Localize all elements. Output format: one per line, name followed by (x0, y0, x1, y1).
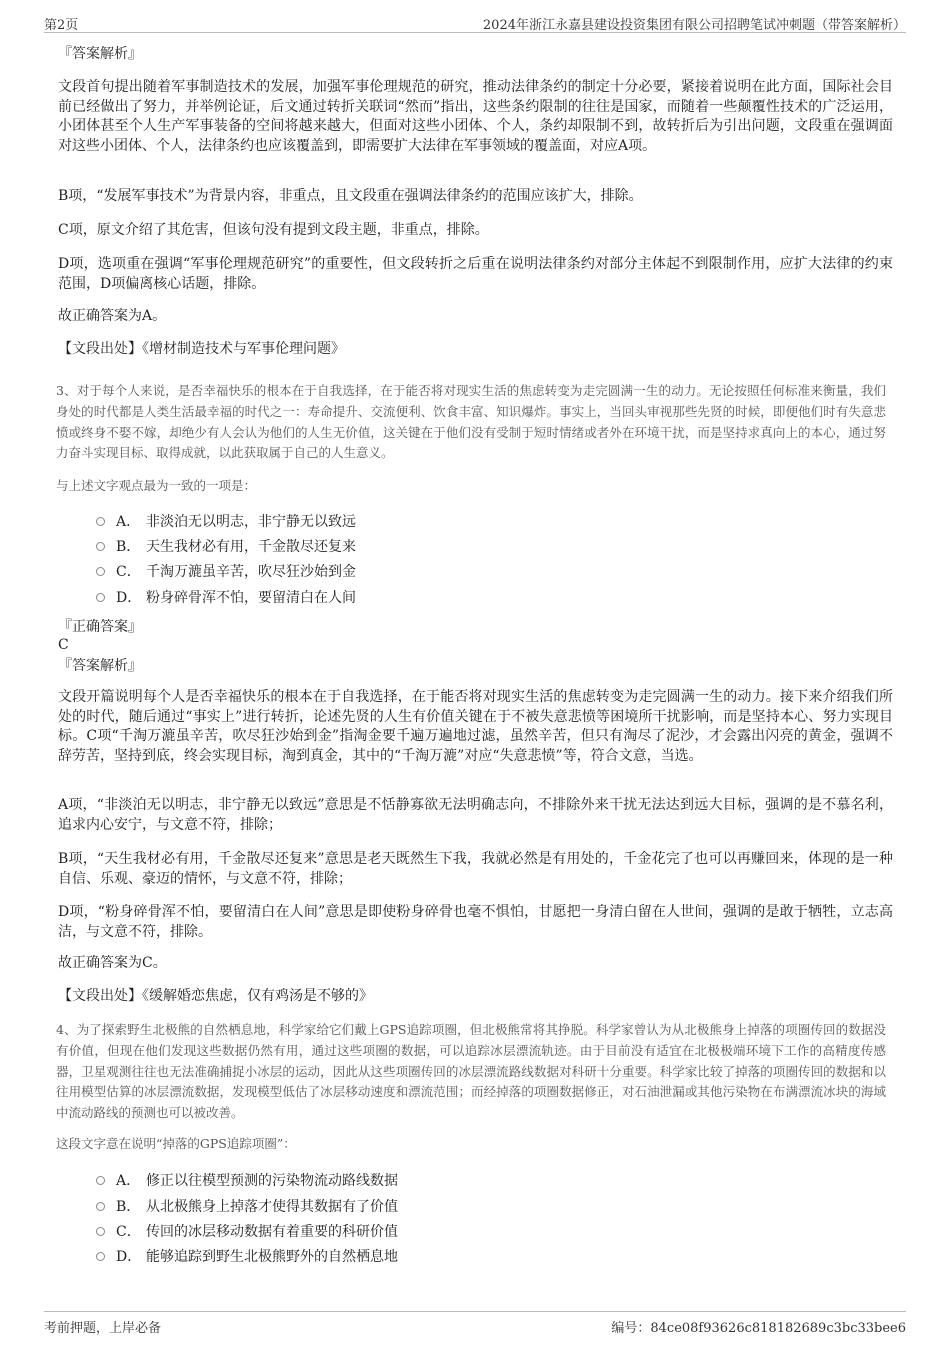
radio-icon[interactable] (96, 1202, 105, 1211)
option-text: 从北极熊身上掉落才使得其数据有了价值 (146, 1199, 398, 1215)
q4-option-a[interactable] (96, 1171, 398, 1191)
q3-conclusion: 故正确答案为C。 (58, 955, 167, 971)
q2-analysis-option-b: B项，“发展军事技术”为背景内容，非重点，且文段重在强调法律条约的范围应该扩大，排除。 (58, 188, 643, 204)
option-letter: A． (116, 514, 141, 530)
q3-analysis-option-a: A项，“非淡泊无以明志，非宁静无以致远”意思是不恬静寡欲无法明确志向，不排除外来干扰无法达到远大目标，强调的是不慕名利，追求内心安宁，与文意不符，排除； (58, 797, 893, 833)
option-text: 传回的冰层移动数据有着重要的科研价值 (146, 1224, 398, 1240)
option-text: 粉身碎骨浑不怕，要留清白在人间 (146, 590, 356, 606)
q3-option-b[interactable] (96, 537, 356, 557)
option-text: 能够追踪到野生北极熊野外的自然栖息地 (146, 1249, 398, 1265)
page-header (44, 12, 906, 33)
q3-analysis-option-b: B项，“天生我材必有用，千金散尽还复来”意思是老天既然生下我，我就必然是有用处的，千金花完了也可以再赚回来，体现的是一种自信、乐观、豪迈的情怀，与文意不符，排除； (58, 851, 893, 887)
q4-question: 这段文字意在说明“掉落的GPS追踪项圈”： (56, 1136, 296, 1151)
page-number: 第2页 (44, 18, 79, 33)
option-letter: B． (116, 539, 141, 555)
q3-answer: C (58, 637, 69, 653)
option-text: 天生我材必有用，千金散尽还复来 (146, 539, 356, 555)
radio-icon[interactable] (96, 517, 105, 526)
q2-analysis-label: 『答案解析』 (58, 46, 142, 62)
q3-stem: 3、对于每个人来说，是否幸福快乐的根本在于自我选择，在于能否将对现实生活的焦虑转变为走完圆满一生的动力。无论按照任何标准来衡量，我们身处的时代都是人类生活最幸福的时代之一：寿命提升、交流便利、饮食丰富、知识爆炸。事实上，当回头审视那些先贤的时候，即便他们时有失意悲愤或终身不娶不嫁，却绝少有人会认为他们的人生无价值，这关键在于他们没有受制于短时情绪或者外在环境干扰，而是坚持求真向上的本心，通过努力奋斗实现目标、取得成就，以此获取属于自己的人生意义。 (56, 383, 886, 461)
option-letter: D． (116, 1249, 142, 1265)
q3-answer-label: 『正确答案』 (58, 619, 142, 635)
q3-analysis-option-d: D项，“粉身碎骨浑不怕，要留清白在人间”意思是即使粉身碎骨也毫不惧怕，甘愿把一身清白留在人世间，强调的是敢于牺牲，立志高洁，与文意不符，排除。 (58, 904, 893, 940)
radio-icon[interactable] (96, 1176, 105, 1185)
q4-option-d[interactable] (96, 1247, 398, 1267)
q2-conclusion: 故正确答案为A。 (58, 308, 167, 324)
q3-option-a[interactable] (96, 512, 356, 532)
q4-option-c[interactable] (96, 1222, 398, 1242)
q4-stem: 4、为了探索野生北极熊的自然栖息地，科学家给它们戴上GPS追踪项圈，但北极熊常将其挣脱。科学家曾认为从北极熊身上掉落的项圈传回的数据没有价值，但现在他们发现这些数据仍然有用，通过这些项圈的数据，可以追踪冰层漂流轨迹。由于目前没有适宜在北极极端环境下工作的高精度传感器，卫星观测往往也无法准确捕捉小冰层的运动，因此从这些项圈传回的冰层漂流路线数据对科研十分重要。科学家比较了掉落的项圈传回的数据和以往用模型估算的冰层漂流数据，发现模型低估了冰层移动速度和漂流范围；而经掉落的项圈数据修正，对石油泄漏或其他污染物在布满漂流冰块的海域中流动路线的预测也可以被改善。 (56, 1022, 886, 1121)
option-letter: C． (116, 1224, 141, 1240)
q3-analysis-label: 『答案解析』 (58, 658, 142, 674)
footer-slogan: 考前押题，上岸必备 (44, 1321, 162, 1336)
q2-source: 【文段出处】《增材制造技术与军事伦理问题》 (58, 341, 345, 357)
page-footer (44, 1311, 906, 1336)
q3-question: 与上述文字观点最为一致的一项是： (56, 478, 257, 493)
radio-icon[interactable] (96, 542, 105, 551)
option-text: 修正以往模型预测的污染物流动路线数据 (146, 1173, 398, 1189)
radio-icon[interactable] (96, 1227, 105, 1236)
radio-icon[interactable] (96, 1252, 105, 1261)
radio-icon[interactable] (96, 567, 105, 576)
q3-option-d[interactable] (96, 588, 356, 608)
footer-serial-number: 编号：84ce08f93626c818182689c3bc33bee6 (611, 1321, 906, 1336)
option-letter: A． (116, 1173, 141, 1189)
option-letter: C． (116, 564, 141, 580)
option-text: 千淘万漉虽辛苦，吹尽狂沙始到金 (146, 564, 356, 580)
q2-analysis-paragraph: 文段首句提出随着军事制造技术的发展，加强军事伦理规范的研究，推动法律条约的制定十分必要，紧接着说明在此方面，国际社会目前已经做出了努力，并举例论证，后文通过转折关联词“然而”指出，这些条约限制的往往是国家，而随着一些颠覆性技术的广泛运用，小团体甚至个人生产军事装备的空间将越来越大，但面对这些小团体、个人，条约却限制不到，故转折后为引出问题，文段重在强调面对这些小团体、个人，法律条约也应该覆盖到，即需要扩大法律在军事领域的覆盖面，对应A项。 (58, 79, 893, 154)
q3-option-c[interactable] (96, 562, 356, 582)
document-title: 2024年浙江永嘉县建设投资集团有限公司招聘笔试冲刺题（带答案解析） (482, 18, 906, 33)
option-letter: D． (116, 590, 142, 606)
option-letter: B． (116, 1199, 141, 1215)
q3-analysis-paragraph: 文段开篇说明每个人是否幸福快乐的根本在于自我选择，在于能否将对现实生活的焦虑转变为走完圆满一生的动力。接下来介绍我们所处的时代，随后通过“事实上”进行转折，论述先贤的人生有价值关键在于不被失意悲愤等困境所干扰影响，而是坚持本心、努力实现目标。C项“千淘万漉虽辛苦，吹尽狂沙始到金”指淘金要千遍万遍地过滤，虽然辛苦，但只有淘尽了泥沙，才会露出闪亮的黄金，强调不辞劳苦，坚持到底，终会实现目标，淘到真金，其中的“千淘万漉”对应“失意悲愤”等，符合文意，当选。 (58, 689, 893, 764)
radio-icon[interactable] (96, 593, 105, 602)
q3-source: 【文段出处】《缓解婚恋焦虑，仅有鸡汤是不够的》 (58, 988, 373, 1004)
q2-analysis-option-d: D项，选项重在强调“军事伦理规范研究”的重要性，但文段转折之后重在说明法律条约对部分主体起不到限制作用，应扩大法律的约束范围，D项偏离核心话题，排除。 (58, 256, 893, 292)
option-text: 非淡泊无以明志，非宁静无以致远 (146, 514, 356, 530)
q2-analysis-option-c: C项，原文介绍了其危害，但该句没有提到文段主题，非重点，排除。 (58, 222, 489, 238)
q4-option-b[interactable] (96, 1197, 398, 1217)
